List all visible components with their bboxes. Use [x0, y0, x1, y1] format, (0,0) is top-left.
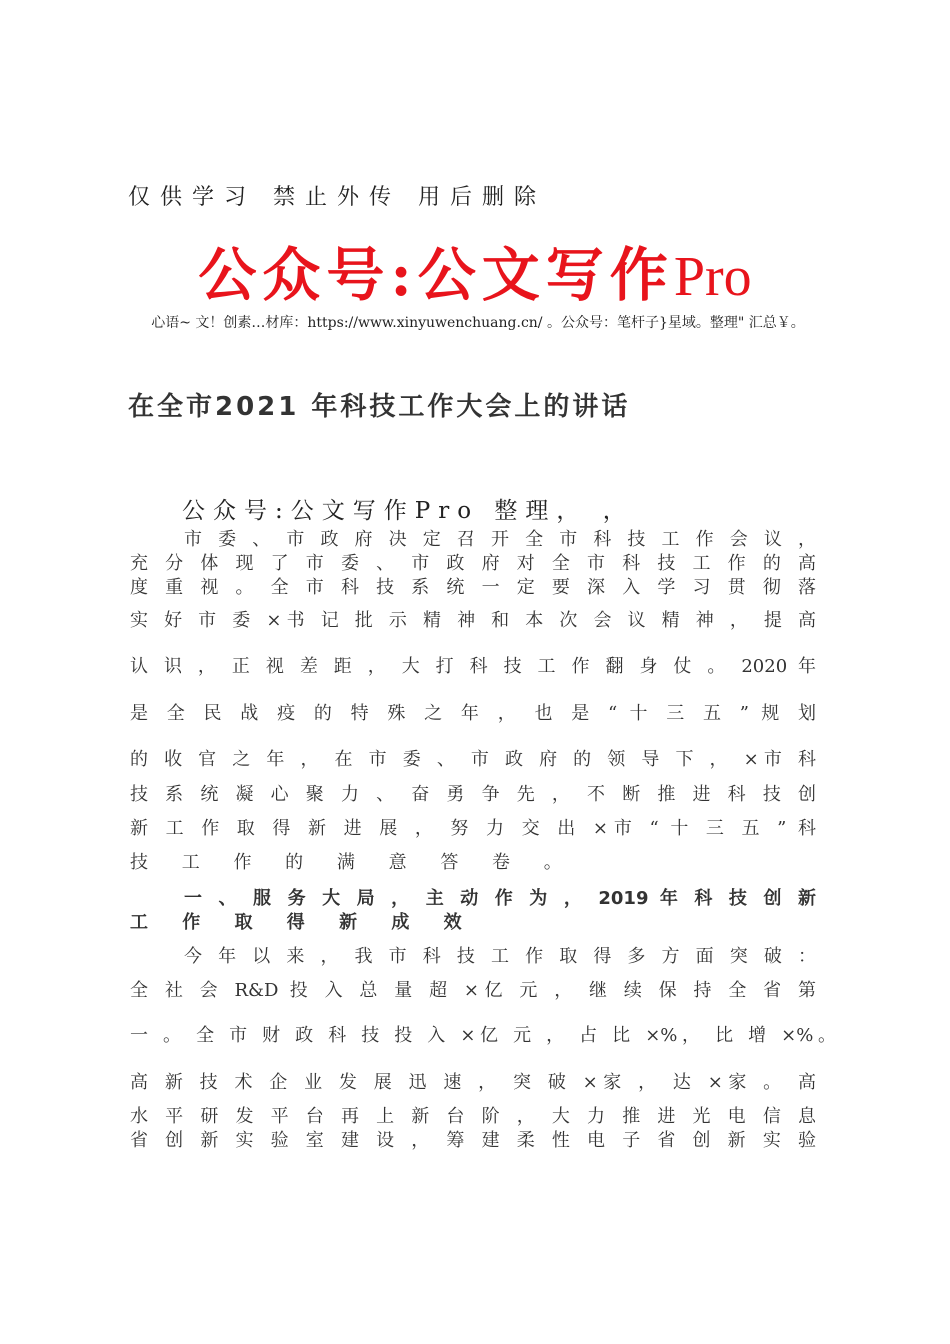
usage-notice: 仅供学习 禁止外传 用后删除	[128, 185, 546, 210]
body-line: 一 。 全 市 财 政 科 技 投 入 ×亿 元 ， 占 比 ×%， 比 增 ×%。	[130, 1025, 836, 1046]
banner-title	[0, 228, 950, 312]
body-line: 度 重 视 。 全 市 科 技 系 统 一 定 要 深 入 学 习 贯 彻 落	[130, 577, 816, 598]
banner-pro-text: Pro	[673, 246, 752, 308]
body-line: 省 创 新 实 验 室 建 设 ， 筹 建 柔 性 电 子 省 创 新 实 验	[130, 1130, 816, 1151]
body-line: 实 好 市 委 ×书 记 批 示 精 神 和 本 次 会 议 精 神 ， 提 高	[130, 610, 816, 631]
section-heading: 一 、 服 务 大 局 ， 主 动 作 为 ， 2019 年 科 技 创 新	[184, 888, 816, 909]
body-line: 充 分 体 现 了 市 委 、 市 政 府 对 全 市 科 技 工 作 的 高	[130, 553, 816, 574]
body-line: 技 工 作 的 满 意 答 卷 。	[130, 852, 576, 873]
body-line: 今 年 以 来 ， 我 市 科 技 工 作 取 得 多 方 面 突 破 ：	[184, 946, 816, 967]
document-title: 在全市2021 年科技工作大会上的讲话	[128, 392, 631, 422]
source-note: 心语~ 文！创素…材库：https://www.xinyuwenchuang.cn/ 。公众号：笔杆子}星域。整理" 汇总￥。	[151, 315, 805, 331]
banner-main-text: 公众号:公文写作	[198, 241, 674, 309]
body-line: 的 收 官 之 年 ， 在 市 委 、 市 政 府 的 领 导 下 ， ×市 科	[130, 749, 816, 770]
body-line: 新 工 作 取 得 新 进 展 ， 努 力 交 出 ×市 “ 十 三 五 ” 科	[130, 818, 816, 839]
body-line: 认 识 ， 正 视 差 距 ， 大 打 科 技 工 作 翻 身 仗 。 2020 年	[130, 656, 816, 677]
byline: 公众号:公文写作Pro 整理， ，	[182, 498, 634, 524]
body-line: 全 社 会 R&D 投 入 总 量 超 ×亿 元 ， 继 续 保 持 全 省 第	[130, 980, 816, 1001]
section-heading: 工 作 取 得 新 成 效	[130, 912, 476, 933]
body-line: 技 系 统 凝 心 聚 力 、 奋 勇 争 先 ， 不 断 推 进 科 技 创	[130, 784, 816, 805]
body-line: 市 委 、 市 政 府 决 定 召 开 全 市 科 技 工 作 会 议 ，	[184, 529, 816, 550]
body-line: 高 新 技 术 企 业 发 展 迅 速 ， 突 破 ×家 ， 达 ×家 。 高	[130, 1072, 816, 1093]
body-line: 是 全 民 战 疫 的 特 殊 之 年 ， 也 是 “ 十 三 五 ” 规 划	[130, 703, 816, 724]
body-line: 水 平 研 发 平 台 再 上 新 台 阶 ， 大 力 推 进 光 电 信 息	[130, 1106, 816, 1127]
